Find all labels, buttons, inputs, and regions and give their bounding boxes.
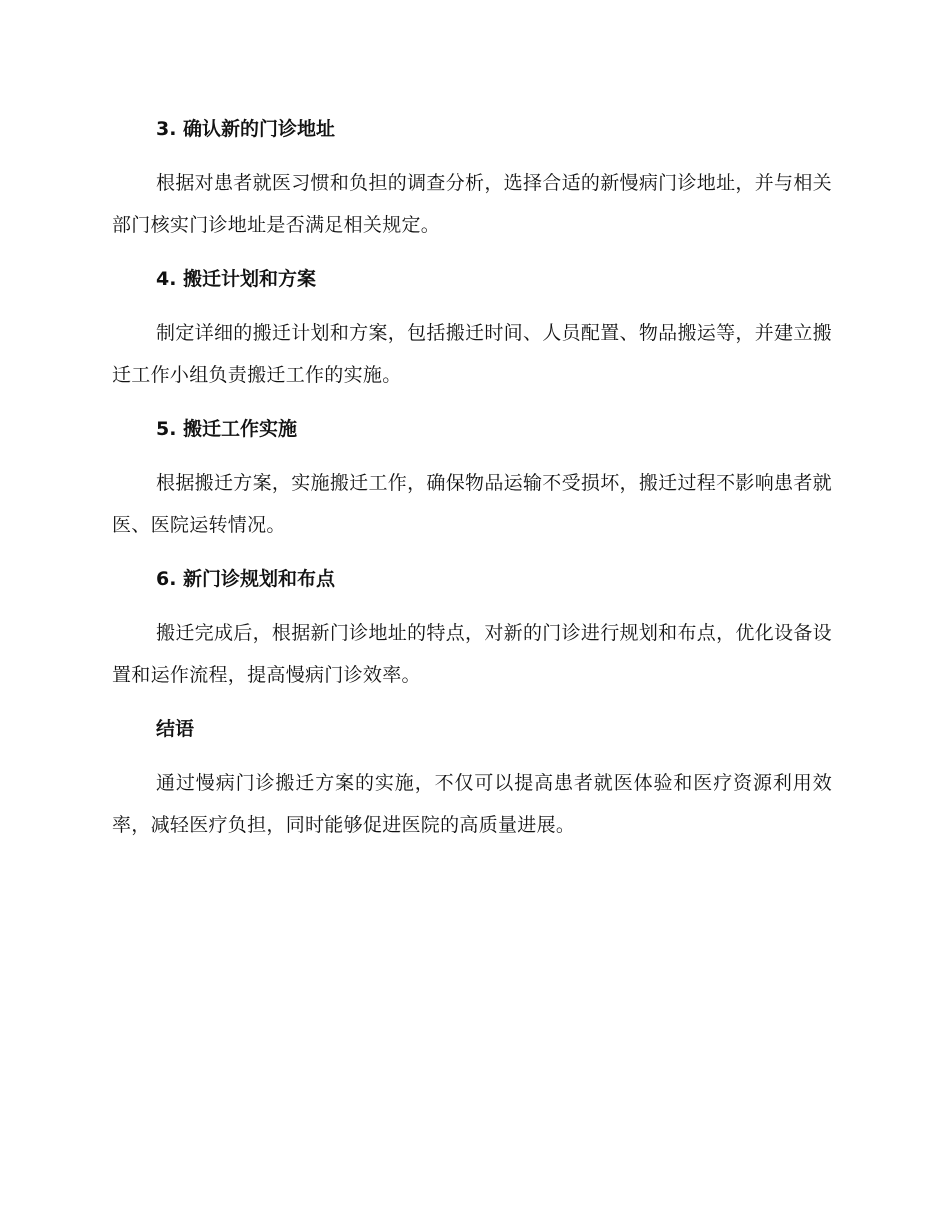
- section-heading: 5. 搬迁工作实施: [156, 418, 298, 440]
- section-paragraph: 根据搬迁方案，实施搬迁工作，确保物品运输不受损坏，搬迁过程不影响患者就医、医院运转情况。: [112, 472, 832, 536]
- section-relocation-implementation: [112, 412, 832, 546]
- document-content: [112, 112, 832, 862]
- section-heading: 3. 确认新的门诊地址: [156, 118, 336, 140]
- section-paragraph: 制定详细的搬迁计划和方案，包括搬迁时间、人员配置、物品搬运等，并建立搬迁工作小组负责搬迁工作的实施。: [112, 322, 832, 386]
- section-paragraph: 根据对患者就医习惯和负担的调查分析，选择合适的新慢病门诊地址，并与相关部门核实门诊地址是否满足相关规定。: [112, 172, 832, 236]
- section-heading: 结语: [156, 718, 195, 740]
- section-paragraph: 通过慢病门诊搬迁方案的实施，不仅可以提高患者就医体验和医疗资源利用效率，减轻医疗负担，同时能够促进医院的高质量进展。: [112, 772, 832, 836]
- section-heading: 6. 新门诊规划和布点: [156, 568, 336, 590]
- section-relocation-plan: [112, 262, 832, 396]
- section-confirm-address: [112, 112, 832, 246]
- section-conclusion: [112, 712, 832, 846]
- section-heading: 4. 搬迁计划和方案: [156, 268, 317, 290]
- section-new-clinic-layout: [112, 562, 832, 696]
- section-paragraph: 搬迁完成后，根据新门诊地址的特点，对新的门诊进行规划和布点，优化设备设置和运作流程，提高慢病门诊效率。: [112, 622, 832, 686]
